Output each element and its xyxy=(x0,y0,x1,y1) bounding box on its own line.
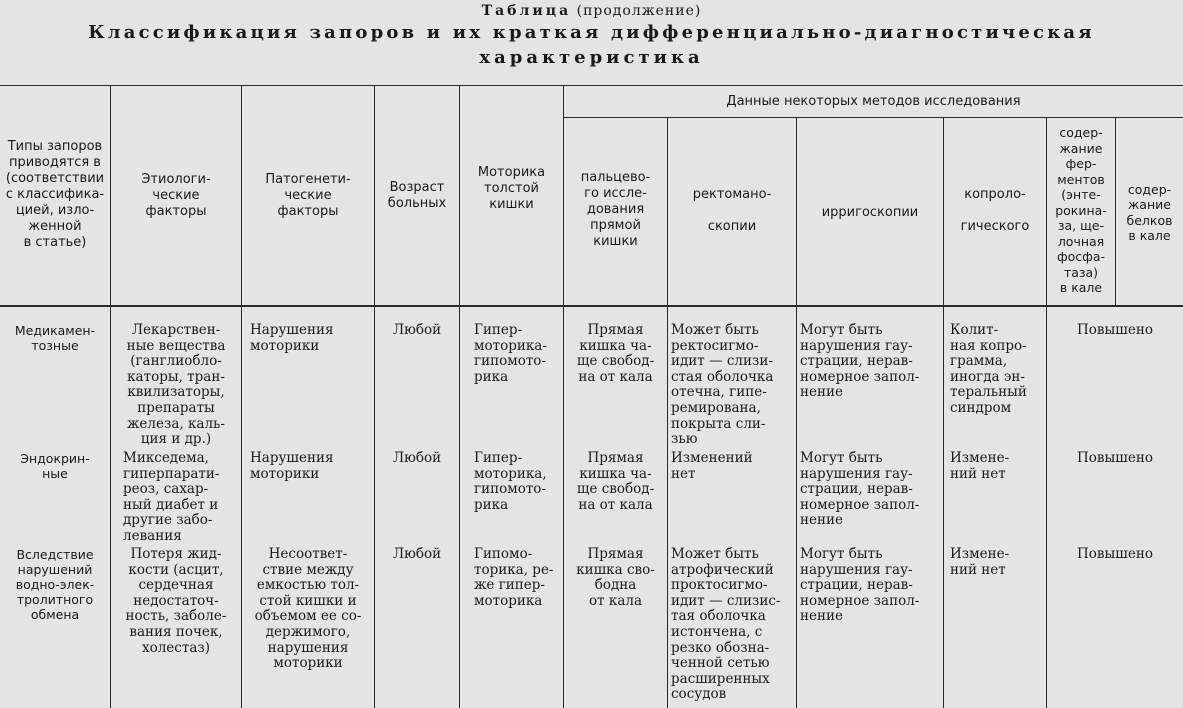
continuation-note: (продолжение) xyxy=(576,3,702,19)
header-pathogenesis: Патогенети- ческие факторы xyxy=(265,171,351,219)
row-rectoscopy: Изменений нет xyxy=(671,451,753,482)
row-digital-exam: Прямая кишка ча- ще свобод- на от кала xyxy=(576,451,655,513)
table-continuation-label xyxy=(0,3,1183,19)
group-header-rule xyxy=(563,117,1183,118)
header-age: Возраст больных xyxy=(387,179,447,211)
header-methods-group: Данные некоторых методов исследования xyxy=(726,93,1021,109)
row-digital-exam: Прямая кишка ча- ще свобод- на от кала xyxy=(576,323,655,385)
header-enzymes: содер- жание фер- ментов (энте- рокина- за, ще- лочная фосфа- таза) в кале xyxy=(1055,125,1107,295)
row-etiology: Потеря жид- кости (асцит, сердечная недостаточ- ность, заболе- вания почек, холестаз) xyxy=(125,547,227,656)
row-coprology: Измене- ний нет xyxy=(950,451,1010,482)
row-rectoscopy: Может быть атрофический проктосигмо- идит — слизис- тая оболочка истончена, с резко обозна- ченной сетью расширенных сосудов xyxy=(671,547,781,703)
row-motility: Гипомо- торика, ре- же гипер- моторика xyxy=(474,547,554,609)
row-coprology: Измене- ний нет xyxy=(950,547,1010,578)
row-enzymes-proteins: Повышено xyxy=(1077,547,1153,562)
row-type: Эндокрин- ные xyxy=(20,451,90,481)
table-word: Таблица xyxy=(481,3,572,19)
row-type: Медикамен- тозные xyxy=(14,323,96,353)
row-irrigoscopy: Могут быть нарушения гау- страции, нерав- номерное запол- нение xyxy=(800,451,920,529)
row-age: Любой xyxy=(392,547,442,562)
row-irrigoscopy: Могут быть нарушения гау- страции, нерав- номерное запол- нение xyxy=(800,323,920,401)
header-digital-exam: пальцево- го иссле- дования прямой кишки xyxy=(580,170,651,249)
row-motility: Гипер- моторика- гипомото- рика xyxy=(474,323,547,385)
row-coprology: Колит- ная копро- грамма, иногда эн- теральный синдром xyxy=(950,323,1027,416)
header-proteins: содер- жание белков в кале xyxy=(1126,181,1173,243)
header-rectoscopy: ректомано- скопии xyxy=(692,187,772,234)
row-etiology: Лекарствен- ные вещества (ганглиобло- каторы, тран- квилизаторы, препараты железа, каль- ция и др.) xyxy=(126,323,226,448)
row-pathogenesis: Нарушения моторики xyxy=(250,451,334,482)
row-pathogenesis: Нарушения моторики xyxy=(250,323,334,354)
row-age: Любой xyxy=(392,451,442,466)
header-motility: Моторика толстой кишки xyxy=(477,164,546,212)
row-motility: Гипер- моторика, гипомото- рика xyxy=(474,451,547,513)
header-etiology: Этиологи- ческие факторы xyxy=(141,171,211,219)
row-type: Вследствие нарушений водно-элек- тролитного обмена xyxy=(15,547,95,622)
row-irrigoscopy: Могут быть нарушения гау- страции, нерав- номерное запол- нение xyxy=(800,547,920,625)
table-title: Классификация запоров и их краткая дифференциально-диагностическая xyxy=(88,22,1095,43)
header-coprology: копроло- гического xyxy=(960,187,1030,234)
row-age: Любой xyxy=(392,323,442,338)
header-irrigoscopy: ирригоскопии xyxy=(821,205,919,220)
header-bottom-rule xyxy=(0,305,1183,307)
row-etiology: Микседема, гиперпарати- реоз, сахар- ный диабет и другие забо- левания xyxy=(123,451,220,544)
row-enzymes-proteins: Повышено xyxy=(1077,323,1153,338)
header-types: Типы запоров приводятся в (соответствии с классифика- цией, изло- женной в статье) xyxy=(5,139,105,250)
table-title-continued: характеристика xyxy=(479,47,704,68)
row-digital-exam: Прямая кишка сво- бодна от кала xyxy=(576,547,655,609)
row-enzymes-proteins: Повышено xyxy=(1077,451,1153,466)
row-rectoscopy: Может быть ректосигмо- идит — слизи- стая оболочка отечна, гипе- ремирована, покрыта сли- зью xyxy=(671,323,774,448)
row-pathogenesis: Несоответ- ствие между емкостью тол- стой кишки и объемом ее со- держимого, нарушения моторики xyxy=(254,547,362,672)
